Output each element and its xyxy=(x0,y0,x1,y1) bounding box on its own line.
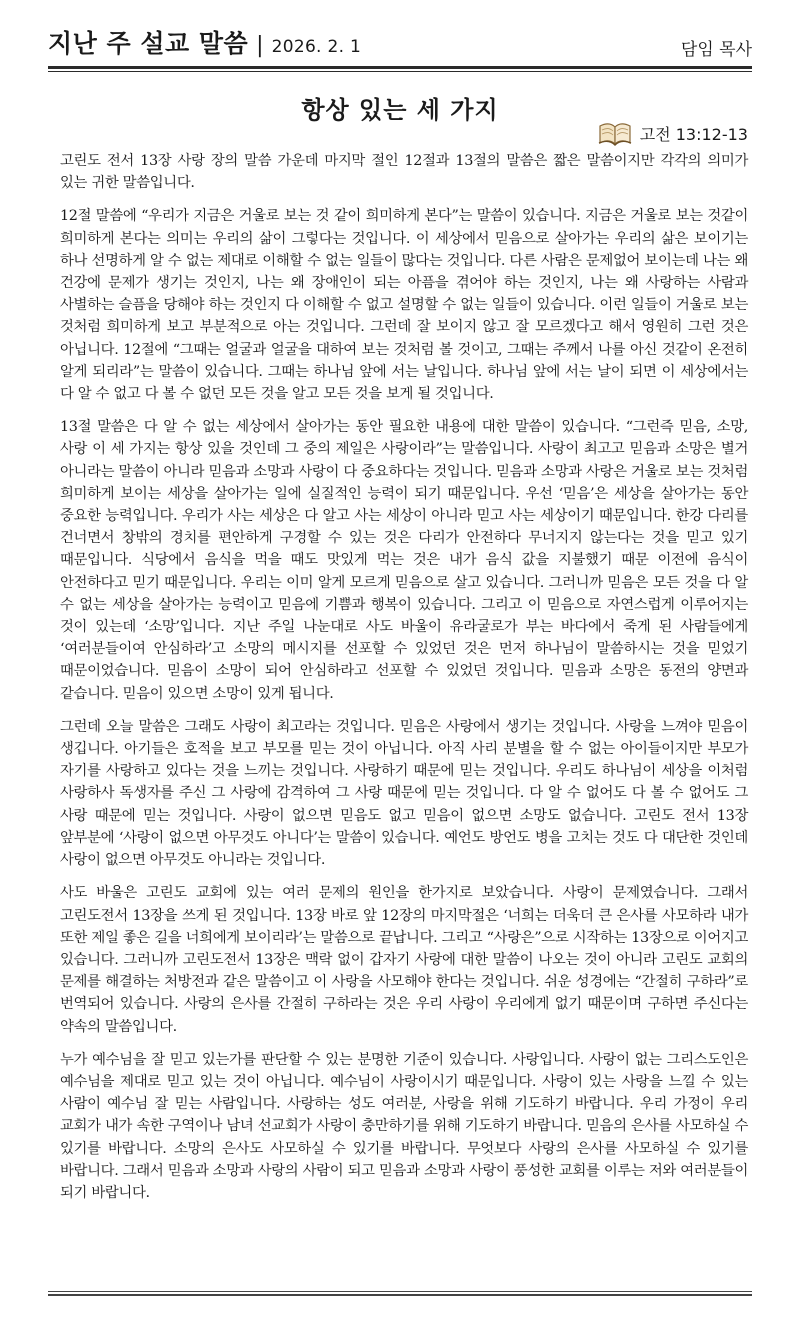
footer-divider-thick xyxy=(48,1294,752,1296)
paragraph: 누가 예수님을 잘 믿고 있는가를 판단할 수 있는 분명한 기준이 있습니다. 사랑입니다. 사랑이 없는 그리스도인은 예수님을 제대로 믿고 있는 것이 아닙니다. 예수님이 사랑이시기 때문입니다. 사랑이 있는 사랑을 느낄 수 있는 사람이 예수님 잘 믿는 사람입니다. 사랑하는 성도 여러분, 사랑을 위해 기도하기 바랍니다. 우리 가정이 우리 교회가 내가 속한 구역이나 남녀 선교회가 사랑이 충만하기를 위해 기도하기 바랍니다. 믿음의 은사를 사모하실 수 있기를 바랍니다. 소망의 은사도 사모하실 수 있기를 바랍니다. 무엇보다 사랑의 은사를 사모하실 수 있기를 바랍니다. 그래서 믿음과 소망과 사랑의 사람이 되고 믿음과 소망과 사랑이 풍성한 교회를 이루는 저와 여러분들이 되기 바랍니다. xyxy=(60,1051,748,1201)
scripture-text: 고전 13:12-13 xyxy=(639,124,748,144)
paragraph: 고린도 전서 13장 사랑 장의 말씀 가운데 마지막 절인 12절과 13절의 말씀은 짧은 말씀이지만 각각의 의미가 있는 귀한 말씀입니다. xyxy=(60,153,748,192)
sermon-date: 2026. 2. 1 xyxy=(271,37,362,57)
header-divider-thick xyxy=(48,66,752,69)
paragraph: 13절 말씀은 다 알 수 없는 세상에서 살아가는 동안 필요한 내용에 대한 말씀이 있습니다. “그런즉 믿음, 소망, 사랑 이 세 가지는 항상 있을 것인데 그 중의 제일은 사랑이라”는 말씀입니다. 사랑이 최고고 믿음과 소망은 별거 아니라는 말씀이 아니라 믿음과 소망과 사랑이 다 중요하다는 것입니다. 믿음과 소망과 사랑은 거울로 보는 것처럼 희미하게 보이는 세상을 살아가는 일에 실질적인 능력이 되기 때문입니다. 우선 ‘믿음’은 세상을 살아가는 동안 중요한 능력입니다. 우리가 사는 세상은 다 알고 사는 세상이 아니라 믿고 사는 세상이기 때문입니다. 한강 다리를 건너면서 창밖의 경치를 편안하게 구경할 수 있는 것은 다리가 안전하다 무너지지 않는다는 것을 믿고 있기 때문입니다. 식당에서 음식을 먹을 때도 맛있게 먹는 것은 내가 음식 값을 지불했기 때문 이전에 음식이 안전하다고 믿기 때문입니다. 우리는 이미 알게 모르게 믿음으로 살고 있습니다. 그러니까 믿음은 모든 것을 다 알 수 없는 세상을 살아가는 능력이고 믿음에 기쁨과 행복이 있습니다. 그리고 이 믿음으로 자연스럽게 이루어지는 것이 있는데 ‘소망’입니다. 지난 주일 나눈대로 사도 바울이 유라굴로가 부는 바다에서 죽게 된 사람들에게 ‘여러분들이여 안심하라’고 소망의 메시지를 선포할 수 있었던 것은 먼저 하나님이 말씀하시는 것을 믿었기 때문이었습니다. 믿음이 소망이 되어 안심하라고 선포할 수 있었던 것입니다. 믿음과 소망은 동전의 양면과 같습니다. 믿음이 있으면 소망이 있게 됩니다. xyxy=(60,419,748,702)
sermon-body xyxy=(60,150,748,1215)
scripture-reference xyxy=(598,120,748,146)
header-left xyxy=(48,24,361,60)
header-separator: | xyxy=(256,33,264,58)
paragraph: 그런데 오늘 말씀은 그래도 사랑이 최고라는 것입니다. 믿음은 사랑에서 생기는 것입니다. 사랑을 느껴야 믿음이 생깁니다. 아기들은 호적을 보고 부모를 믿는 것이 아닙니다. 아직 사리 분별을 할 수 없는 아이들이지만 부모가 자기를 사랑하고 있다는 것을 느끼는 것입니다. 사랑하기 때문에 믿는 것입니다. 우리도 하나님이 세상을 이처럼 사랑하사 독생자를 주신 그 사랑에 감격하여 그 사랑 때문에 믿는 것입니다. 다 알 수 없어도 다 볼 수 없어도 그 사랑 때문에 믿는 것입니다. 사랑이 없으면 믿음도 없고 믿음이 없으면 소망도 없습니다. 고린도 전서 13장 앞부분에 ‘사랑이 없으면 아무것도 아니다’는 말씀이 있습니다. 예언도 방언도 병을 고치는 것도 다 대단한 것인데 사랑이 없으면 아무것도 아니라는 것입니다. xyxy=(60,718,748,869)
paragraph: 사도 바울은 고린도 교회에 있는 여러 문제의 원인을 한가지로 보았습니다. 사랑이 문제였습니다. 그래서 고린도전서 13장을 쓰게 된 것입니다. 13장 바로 앞 12장의 마지막절은 ‘너희는 더욱더 큰 은사를 사모하라 내가 또한 제일 좋은 길을 너희에게 보이리라’는 말씀으로 끝납니다. 그리고 “사랑은”으로 시작하는 13장으로 이어지고 있습니다. 그러니까 고린도전서 13장은 맥락 없이 갑자기 사랑에 대한 말씀이 나오는 것이 아니라 고린도 교회의 문제를 해결하는 처방전과 같은 말씀이고 이 사랑을 사모해야 한다는 것입니다. 쉬운 성경에는 “간절히 구하라”로 번역되어 있습니다. 사랑의 은사를 간절히 구하라는 것은 우리 사랑이 우리에게 없기 때문이며 구하면 주신다는 약속의 말씀입니다. xyxy=(60,885,748,1035)
open-book-icon xyxy=(598,120,632,146)
footer-divider-thin xyxy=(48,1291,752,1292)
bulletin-header xyxy=(48,24,752,66)
header-divider-thin xyxy=(48,71,752,72)
section-title: 지난 주 설교 말씀 xyxy=(48,29,249,58)
author-label: 담임 목사 xyxy=(680,40,752,60)
sermon-title: 항상 있는 세 가지 xyxy=(301,96,499,124)
paragraph: 12절 말씀에 “우리가 지금은 거울로 보는 것 같이 희미하게 본다”는 말씀이 있습니다. 지금은 거울로 보는 것같이 희미하게 본다는 의미는 우리의 삶이 그렇다는 것입니다. 이 세상에서 믿음으로 살아가는 우리의 삶은 보이기는 하나 선명하게 알 수 없는 제대로 이해할 수 없는 일들이 많다는 것입니다. 다른 사람은 문제없어 보이는데 나는 왜 건강에 문제가 생기는 것인지, 나는 왜 장애인이 되는 아픔을 겪어야 하는 것인지, 나는 왜 사랑하는 사람과 사별하는 슬픔을 당해야 하는 것인지 다 이해할 수 없고 설명할 수 없는 일들이 있습니다. 이런 일들이 거울로 보는 것처럼 희미하게 보고 부분적으로 아는 것입니다. 그런데 잘 보이지 않고 잘 모르겠다고 해서 영원히 그런 것은 아닙니다. 12절에 “그때는 얼굴과 얼굴을 대하여 보는 것처럼 볼 것이고, 그때는 주께서 나를 아신 것같이 온전히 알게 되리라”는 말씀이 있습니다. 그때는 하나님 앞에 서는 날입니다. 하나님 앞에 서는 날이 되면 이 세상에서는 다 알 수 없고 다 볼 수 없던 모든 것을 알고 모든 것을 보게 될 것입니다. xyxy=(60,208,748,403)
